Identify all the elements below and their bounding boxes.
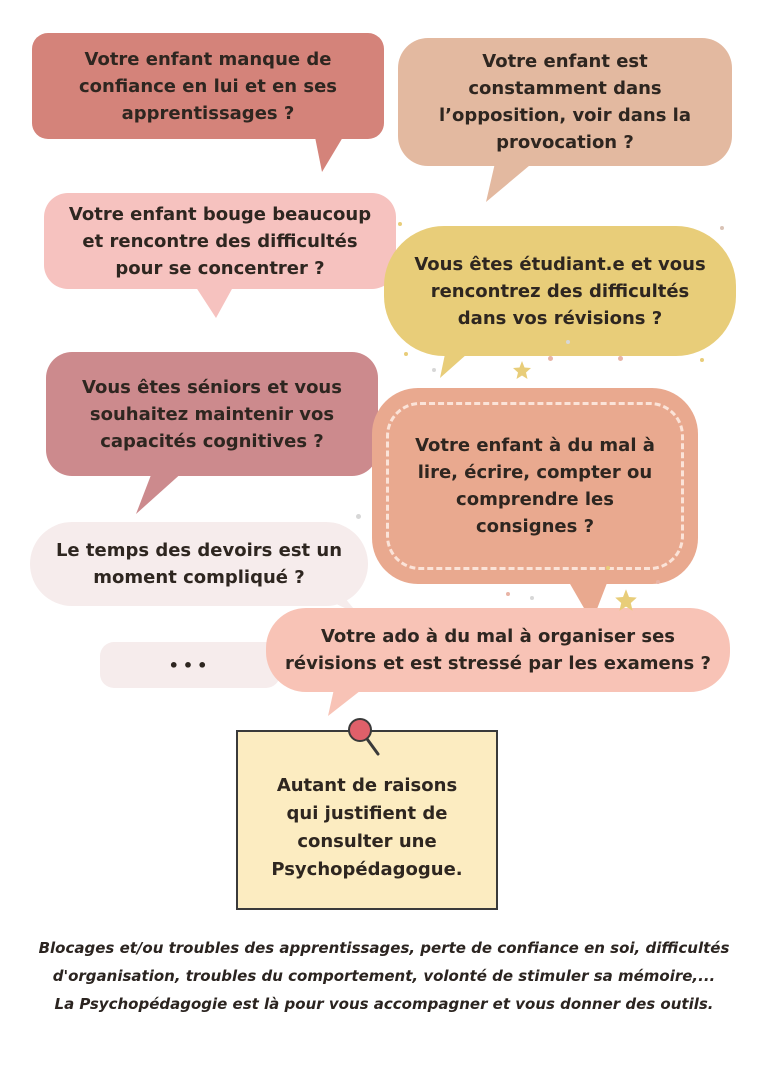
bubble-reading (372, 388, 698, 584)
confetti-dot (530, 596, 534, 600)
confetti-dot (404, 352, 408, 356)
confetti-dot (506, 592, 510, 596)
confetti-dot (432, 368, 436, 372)
bubble-text: Votre enfant à du mal à lire, écrire, compter ou comprendre les consignes ? (415, 435, 655, 537)
bubble-seniors (46, 352, 378, 476)
confetti-dot (656, 580, 660, 584)
confetti-dot (720, 226, 724, 230)
bubble-text: Vous êtes étudiant.e et vous rencontrez des difficultés dans vos révisions ? (414, 253, 706, 329)
confetti-dot (606, 566, 610, 570)
ellipsis-text: ••• (168, 655, 212, 675)
bubble-text: Votre enfant est constamment dans l’opposition, voir dans la provocation ? (438, 51, 691, 153)
bubble-opposition (398, 38, 732, 166)
pin-icon (344, 716, 384, 760)
note-text: Autant de raisons qui justifient de consulter une Psychopédagogue. (271, 775, 463, 880)
confetti-dot (618, 356, 623, 361)
bubble-concentration (44, 193, 396, 289)
bubble-confidence (32, 33, 384, 139)
bubble-text: Votre ado à du mal à organiser ses révisions et est stressé par les examens ? (285, 626, 711, 674)
bubble-student (384, 226, 736, 356)
confetti-dot (566, 340, 570, 344)
star-icon (512, 360, 532, 380)
confetti-dot (356, 514, 361, 519)
confetti-dot (548, 356, 553, 361)
confetti-dot (398, 222, 402, 226)
bubble-ellipsis (100, 642, 280, 688)
bubble-text: Votre enfant bouge beaucoup et rencontre des difficultés pour se concentrer ? (68, 203, 372, 279)
footer-text: Blocages et/ou troubles des apprentissages, perte de confiance en soi, difficultés d'organisation, troubles du comportement, volonté de stimuler sa mémoire,... La Psychopédagogie est là pour vous accompagner et vous donner des outils. (38, 939, 730, 1013)
bubble-text: Le temps des devoirs est un moment compliqué ? (55, 540, 343, 588)
bubble-text: Vous êtes séniors et vous souhaitez maintenir vos capacités cognitives ? (82, 376, 342, 452)
bubble-homework (30, 522, 368, 606)
star-icon (614, 588, 638, 612)
bubble-text: Votre enfant manque de confiance en lui et en ses apprentissages ? (78, 48, 337, 124)
confetti-dot (700, 358, 704, 362)
bubble-teen (266, 608, 730, 692)
